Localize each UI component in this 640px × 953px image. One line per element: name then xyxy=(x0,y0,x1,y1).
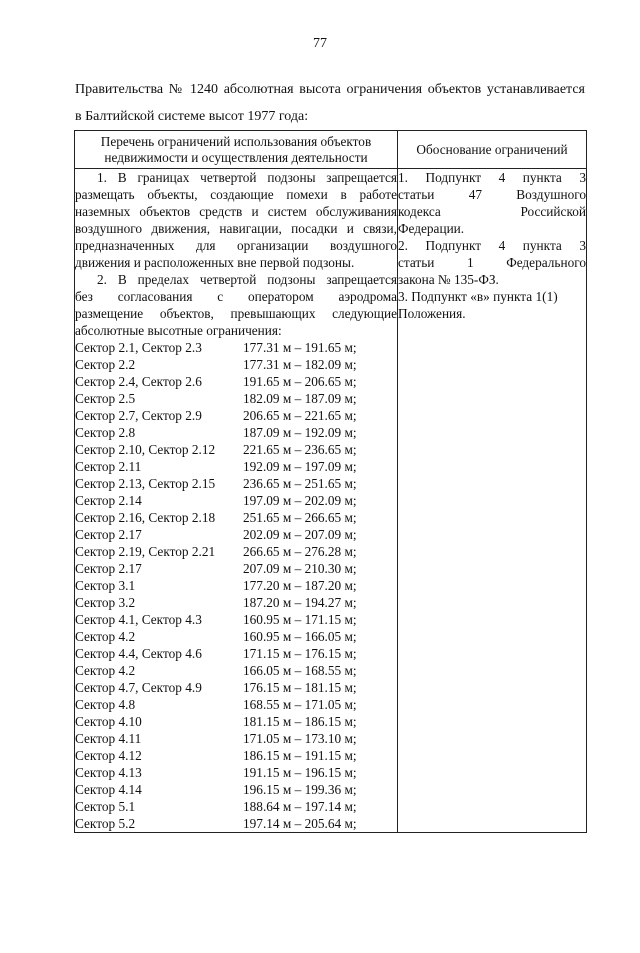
sector-row xyxy=(75,390,397,407)
sector-row xyxy=(75,509,397,526)
sector-name: Сектор 2.17 xyxy=(75,561,142,576)
sector-name: Сектор 4.2 xyxy=(75,629,136,644)
sector-height-range: 188.64 м – 197.14 м; xyxy=(243,799,357,814)
restrictions-cell xyxy=(75,169,398,833)
text-line: наземных объектов средств и систем обслуживания xyxy=(75,204,397,219)
sector-row xyxy=(75,458,397,475)
sector-row xyxy=(75,441,397,458)
sector-name: Сектор 2.7, Сектор 2.9 xyxy=(75,408,202,423)
sector-height-range: 206.65 м – 221.65 м; xyxy=(243,408,357,423)
sector-row xyxy=(75,407,397,424)
sector-name: Сектор 4.14 xyxy=(75,782,142,797)
text-line: без согласования с оператором аэродрома xyxy=(75,289,397,304)
sector-name: Сектор 4.4, Сектор 4.6 xyxy=(75,646,202,661)
sector-height-range: 177.20 м – 187.20 м; xyxy=(243,578,357,593)
sector-name: Сектор 2.2 xyxy=(75,357,136,372)
sector-height-range: 197.14 м – 205.64 м; xyxy=(243,816,357,831)
sector-name: Сектор 3.2 xyxy=(75,595,136,610)
basis-line: Положения. xyxy=(398,306,466,321)
sector-name: Сектор 4.7, Сектор 4.9 xyxy=(75,680,202,695)
sector-height-range: 236.65 м – 251.65 м; xyxy=(243,476,357,491)
basis-line: кодекса Российской xyxy=(398,204,586,219)
table-body-row xyxy=(75,169,587,833)
sector-row xyxy=(75,543,397,560)
sector-row xyxy=(75,815,397,832)
sector-height-range: 191.15 м – 196.15 м; xyxy=(243,765,357,780)
sector-height-range: 171.05 м – 173.10 м; xyxy=(243,731,357,746)
sector-height-range: 182.09 м – 187.09 м; xyxy=(243,391,357,406)
basis-line: 1. Подпункт 4 пункта 3 xyxy=(398,170,586,185)
basis-line: статьи 47 Воздушного xyxy=(398,187,586,202)
sector-height-range: 187.20 м – 194.27 м; xyxy=(243,595,357,610)
sector-height-range: 251.65 м – 266.65 м; xyxy=(243,510,357,525)
sector-height-range: 196.15 м – 199.36 м; xyxy=(243,782,357,797)
sector-name: Сектор 2.17 xyxy=(75,527,142,542)
sector-name: Сектор 2.11 xyxy=(75,459,142,474)
intro-line-2: в Балтийской системе высот 1977 года: xyxy=(75,109,309,124)
basis-line: 2. Подпункт 4 пункта 3 xyxy=(398,238,586,253)
sector-row xyxy=(75,475,397,492)
sector-row xyxy=(75,662,397,679)
sector-height-range: 160.95 м – 166.05 м; xyxy=(243,629,357,644)
sector-name: Сектор 2.13, Сектор 2.15 xyxy=(75,476,216,491)
sector-height-range: 171.15 м – 176.15 м; xyxy=(243,646,357,661)
text-line: предназначенных для организации воздушного xyxy=(75,238,397,253)
text-line: воздушного движения, навигации, посадки и связи, xyxy=(75,221,397,236)
sector-name: Сектор 2.19, Сектор 2.21 xyxy=(75,544,216,559)
sector-name: Сектор 2.10, Сектор 2.12 xyxy=(75,442,216,457)
header-basis: Обоснование ограничений xyxy=(398,131,587,169)
sector-row xyxy=(75,798,397,815)
sector-height-range: 166.05 м – 168.55 м; xyxy=(243,663,357,678)
sector-name: Сектор 4.2 xyxy=(75,663,136,678)
sector-row xyxy=(75,526,397,543)
sector-row xyxy=(75,747,397,764)
sector-row xyxy=(75,730,397,747)
sector-name: Сектор 2.1, Сектор 2.3 xyxy=(75,340,202,355)
sector-height-range: 186.15 м – 191.15 м; xyxy=(243,748,357,763)
header-left-line: Перечень ограничений использования объектов xyxy=(100,133,372,149)
sector-name: Сектор 4.10 xyxy=(75,714,142,729)
sector-row xyxy=(75,424,397,441)
restrictions-table xyxy=(74,130,587,833)
sector-name: Сектор 2.16, Сектор 2.18 xyxy=(75,510,216,525)
text-line: размещение объектов, превышающих следующие xyxy=(75,306,397,321)
sector-row xyxy=(75,696,397,713)
sector-name: Сектор 5.2 xyxy=(75,816,136,831)
sector-row xyxy=(75,764,397,781)
sector-height-range: 266.65 м – 276.28 м; xyxy=(243,544,357,559)
sector-height-range: 207.09 м – 210.30 м; xyxy=(243,561,357,576)
sector-name: Сектор 4.8 xyxy=(75,697,136,712)
sector-name: Сектор 4.13 xyxy=(75,765,142,780)
table-header-row xyxy=(75,131,587,169)
sector-row xyxy=(75,679,397,696)
sector-height-range: 221.65 м – 236.65 м; xyxy=(243,442,357,457)
sector-row xyxy=(75,356,397,373)
text-line: абсолютные высотные ограничения: xyxy=(75,323,282,338)
sector-height-range: 160.95 м – 171.15 м; xyxy=(243,612,357,627)
sector-name: Сектор 4.11 xyxy=(75,731,142,746)
header-restrictions-list xyxy=(75,131,398,169)
page-number: 77 xyxy=(313,36,327,51)
sector-name: Сектор 2.4, Сектор 2.6 xyxy=(75,374,202,389)
item-2 xyxy=(75,271,397,339)
text-line: размещать объекты, создающие помехи в работе xyxy=(75,187,397,202)
intro-line-1: Правительства № 1240 абсолютная высота ограничения объектов устанавливается xyxy=(75,82,585,97)
sector-row xyxy=(75,781,397,798)
sector-height-range: 168.55 м – 171.05 м; xyxy=(243,697,357,712)
sector-row xyxy=(75,645,397,662)
sector-height-range: 177.31 м – 191.65 м; xyxy=(243,340,357,355)
sector-row xyxy=(75,611,397,628)
basis-line: статьи 1 Федерального xyxy=(398,255,586,270)
sector-row xyxy=(75,373,397,390)
sector-row xyxy=(75,628,397,645)
basis-line: закона № 135-ФЗ. xyxy=(398,272,499,287)
sector-name: Сектор 2.14 xyxy=(75,493,142,508)
text-line: 1. В границах четвертой подзоны запрещается xyxy=(97,170,397,185)
sector-row xyxy=(75,560,397,577)
basis-line: 3. Подпункт «в» пункта 1(1) xyxy=(398,289,558,304)
sector-height-range: 181.15 м – 186.15 м; xyxy=(243,714,357,729)
sector-row xyxy=(75,713,397,730)
header-left-line: недвижимости и осуществления деятельности xyxy=(104,149,368,165)
text-line: движения и расположенных вне первой подзоны. xyxy=(75,255,355,270)
basis-cell xyxy=(398,169,587,833)
item-1 xyxy=(75,169,397,271)
sector-name: Сектор 2.8 xyxy=(75,425,136,440)
sector-height-range: 192.09 м – 197.09 м; xyxy=(243,459,357,474)
sector-name: Сектор 4.12 xyxy=(75,748,142,763)
sector-row xyxy=(75,577,397,594)
sector-name: Сектор 5.1 xyxy=(75,799,136,814)
sector-height-range: 197.09 м – 202.09 м; xyxy=(243,493,357,508)
sector-height-range: 191.65 м – 206.65 м; xyxy=(243,374,357,389)
sector-name: Сектор 3.1 xyxy=(75,578,136,593)
sector-row xyxy=(75,492,397,509)
sector-list xyxy=(75,339,397,832)
sector-row xyxy=(75,339,397,356)
sector-height-range: 177.31 м – 182.09 м; xyxy=(243,357,357,372)
sector-name: Сектор 2.5 xyxy=(75,391,136,406)
sector-height-range: 202.09 м – 207.09 м; xyxy=(243,527,357,542)
basis-line: Федерации. xyxy=(398,221,465,236)
sector-height-range: 176.15 м – 181.15 м; xyxy=(243,680,357,695)
sector-name: Сектор 4.1, Сектор 4.3 xyxy=(75,612,202,627)
sector-row xyxy=(75,594,397,611)
text-line: 2. В пределах четвертой подзоны запрещается xyxy=(97,272,397,287)
sector-height-range: 187.09 м – 192.09 м; xyxy=(243,425,357,440)
